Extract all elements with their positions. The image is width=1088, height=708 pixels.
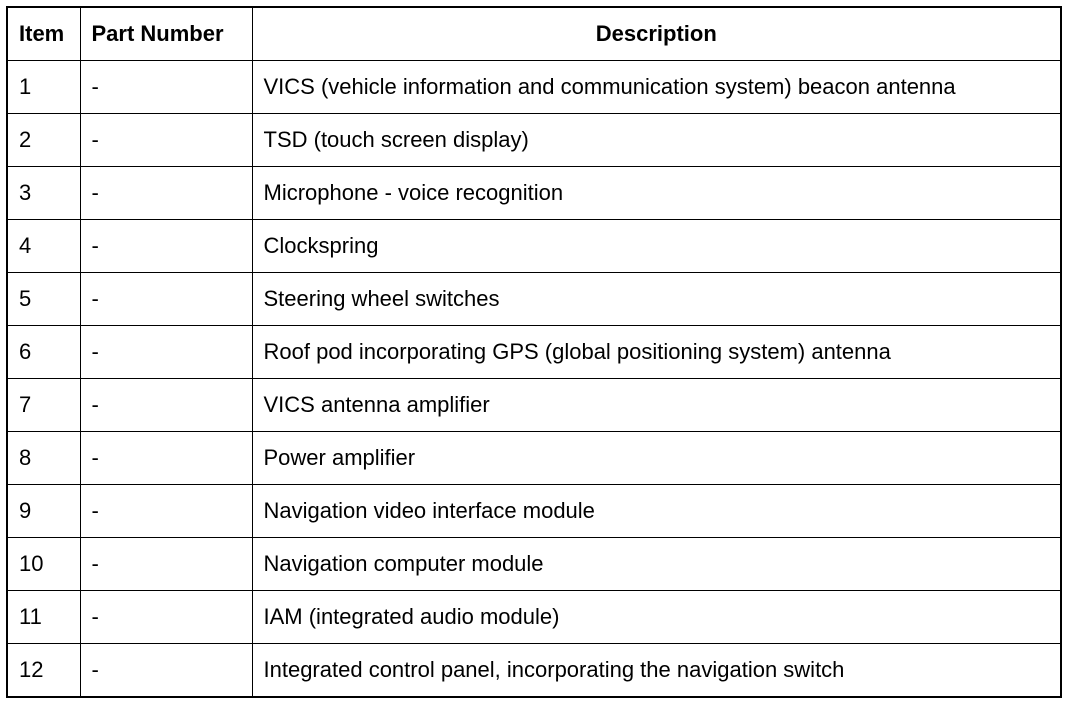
cell-item: 11 xyxy=(7,591,80,644)
cell-item: 12 xyxy=(7,644,80,698)
table-row xyxy=(7,114,1061,167)
cell-item: 2 xyxy=(7,114,80,167)
header-part-number: Part Number xyxy=(80,7,252,61)
cell-description: Microphone - voice recognition xyxy=(252,167,1061,220)
header-item: Item xyxy=(7,7,80,61)
cell-item: 7 xyxy=(7,379,80,432)
table-row xyxy=(7,220,1061,273)
cell-item: 3 xyxy=(7,167,80,220)
cell-description: VICS antenna amplifier xyxy=(252,379,1061,432)
table-row xyxy=(7,644,1061,698)
cell-part-number: - xyxy=(80,167,252,220)
cell-part-number: - xyxy=(80,379,252,432)
cell-part-number: - xyxy=(80,61,252,114)
cell-description: Power amplifier xyxy=(252,432,1061,485)
table-row xyxy=(7,485,1061,538)
cell-part-number: - xyxy=(80,114,252,167)
cell-part-number: - xyxy=(80,326,252,379)
table-body xyxy=(7,61,1061,698)
cell-part-number: - xyxy=(80,485,252,538)
table-row xyxy=(7,326,1061,379)
table-row xyxy=(7,61,1061,114)
cell-part-number: - xyxy=(80,273,252,326)
cell-item: 6 xyxy=(7,326,80,379)
cell-part-number: - xyxy=(80,220,252,273)
cell-description: Navigation computer module xyxy=(252,538,1061,591)
cell-description: Clockspring xyxy=(252,220,1061,273)
table-row xyxy=(7,167,1061,220)
cell-description: VICS (vehicle information and communication system) beacon antenna xyxy=(252,61,1061,114)
cell-item: 5 xyxy=(7,273,80,326)
table-row xyxy=(7,538,1061,591)
cell-part-number: - xyxy=(80,644,252,698)
header-description: Description xyxy=(252,7,1061,61)
cell-item: 10 xyxy=(7,538,80,591)
cell-description: Navigation video interface module xyxy=(252,485,1061,538)
table-row xyxy=(7,273,1061,326)
parts-table xyxy=(6,6,1062,698)
cell-item: 1 xyxy=(7,61,80,114)
cell-description: Steering wheel switches xyxy=(252,273,1061,326)
cell-description: Roof pod incorporating GPS (global positioning system) antenna xyxy=(252,326,1061,379)
cell-part-number: - xyxy=(80,538,252,591)
cell-description: TSD (touch screen display) xyxy=(252,114,1061,167)
table-row xyxy=(7,379,1061,432)
header-row xyxy=(7,7,1061,61)
cell-part-number: - xyxy=(80,432,252,485)
cell-item: 4 xyxy=(7,220,80,273)
table-row xyxy=(7,591,1061,644)
cell-item: 9 xyxy=(7,485,80,538)
table-row xyxy=(7,432,1061,485)
cell-item: 8 xyxy=(7,432,80,485)
cell-description: IAM (integrated audio module) xyxy=(252,591,1061,644)
cell-description: Integrated control panel, incorporating the navigation switch xyxy=(252,644,1061,698)
cell-part-number: - xyxy=(80,591,252,644)
table-header xyxy=(7,7,1061,61)
